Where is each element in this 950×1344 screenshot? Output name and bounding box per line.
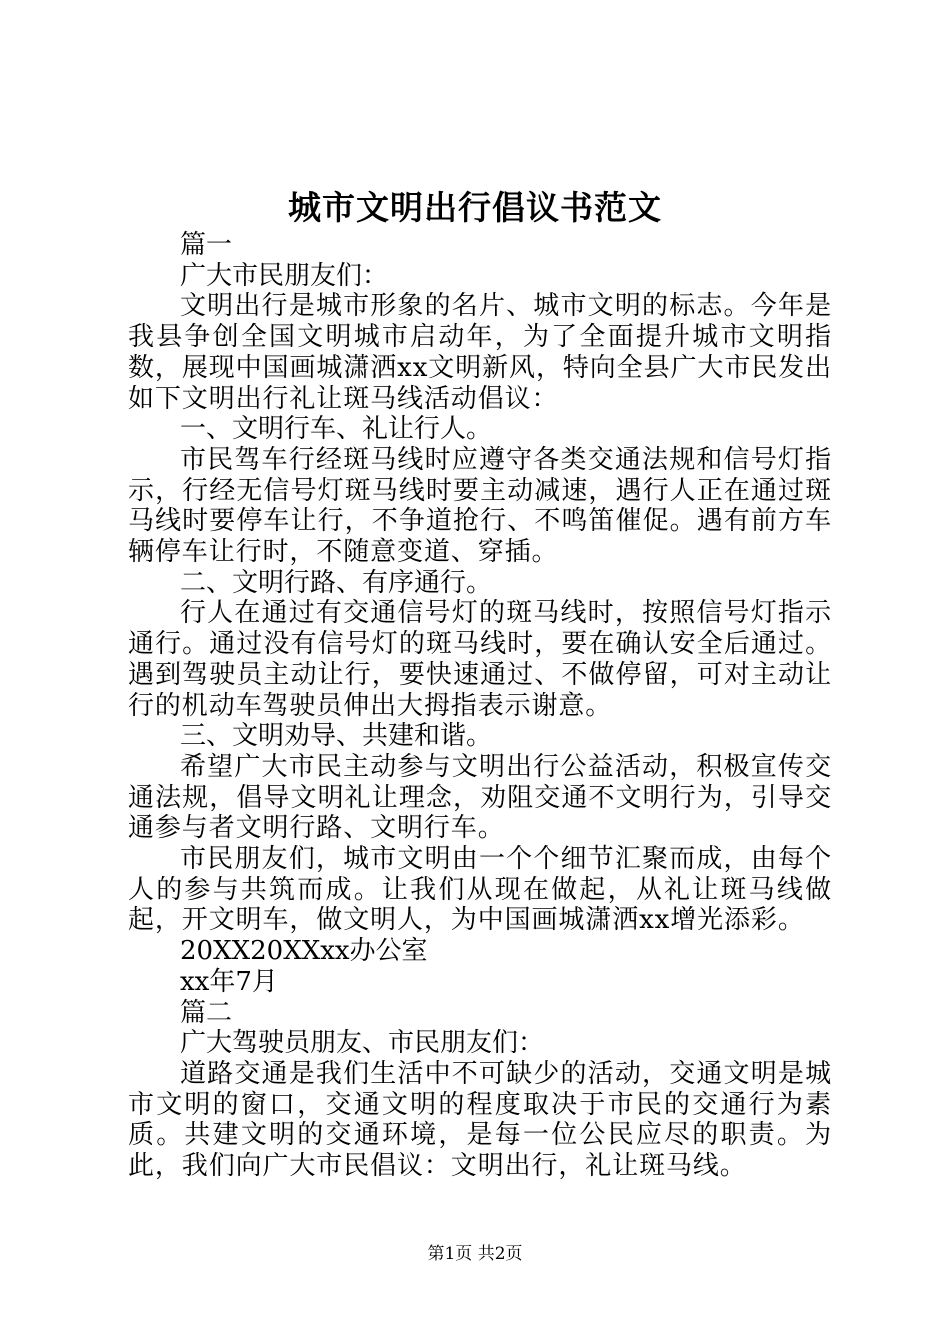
body-paragraph: 希望广大市民主动参与文明出行公益活动，积极宣传交通法规，倡导文明礼让理念，劝阻交通不文明行为，引导交通参与者文明行路、文明行车。 [128,751,832,844]
body-paragraph: 行人在通过有交通信号灯的斑马线时，按照信号灯指示通行。通过没有信号灯的斑马线时，要在确认安全后通过。遇到驾驶员主动让行，要快速通过、不做停留，可对主动让行的机动车驾驶员伸出大拇指表示谢意。 [128,598,832,721]
date-line: xx年7月 [180,966,278,997]
signature-line: 20XX20XXxx办公室 [180,936,428,967]
item-heading: 二、文明行路、有序通行。 [180,567,493,598]
body-paragraph: 道路交通是我们生活中不可缺少的活动，交通文明是城市文明的窗口，交通文明的程度取决于市民的交通行为素质。共建文明的交通环境，是每一位公民应尽的职责。为此，我们向广大市民倡议：文明出行，礼让斑马线。 [128,1058,832,1182]
salutation: 广大市民朋友们： [180,260,389,291]
body-paragraph: 市民驾车行经斑马线时应遵守各类交通法规和信号灯指示，行经无信号灯斑马线时要主动减速，遇行人正在通过斑马线时要停车让行，不争道抢行、不鸣笛催促。遇有前方车辆停车让行时，不随意变道、穿插。 [128,444,832,568]
item-heading: 三、文明劝导、共建和谐。 [180,721,493,752]
document-title: 城市文明出行倡议书范文 [288,188,662,227]
body-paragraph: 文明出行是城市形象的名片、城市文明的标志。今年是我县争创全国文明城市启动年，为了全面提升城市文明指数，展现中国画城潇洒xx文明新风，特向全县广大市民发出如下文明出行礼让斑马线活动倡议： [128,291,832,414]
body-paragraph: 市民朋友们，城市文明由一个个细节汇聚而成，由每个人的参与共筑而成。让我们从现在做起，从礼让斑马线做起，开文明车，做文明人，为中国画城潇洒xx增光添彩。 [128,844,832,936]
document-body [128,230,832,1182]
item-heading: 一、文明行车、礼让行人。 [180,414,493,445]
section-heading: 篇一 [180,230,233,260]
page-footer: 第1页 共2页 [427,1244,523,1264]
section-heading: 篇二 [180,997,233,1028]
salutation: 广大驾驶员朋友、市民朋友们： [180,1028,545,1059]
